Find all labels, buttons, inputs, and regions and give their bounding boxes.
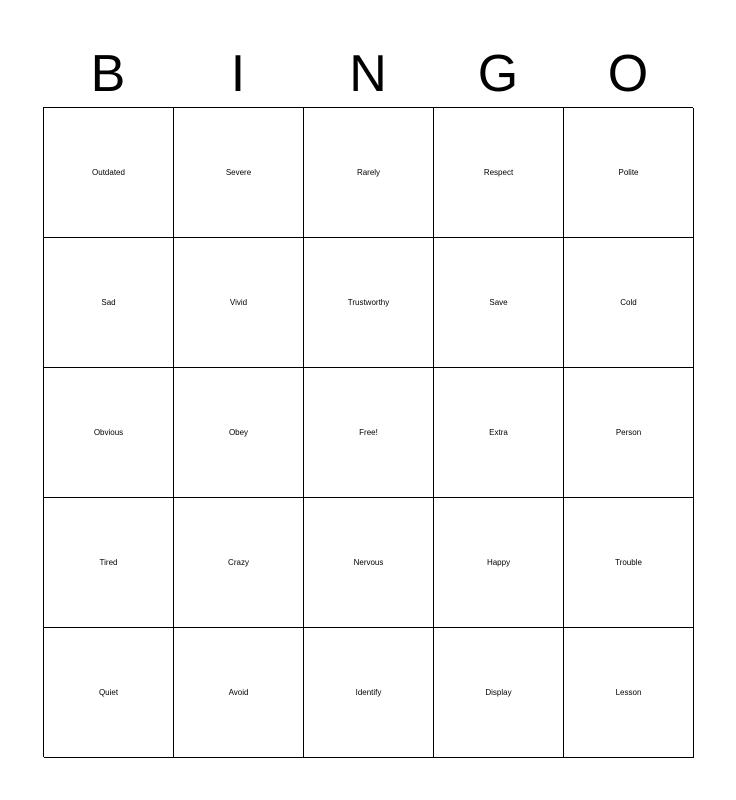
bingo-cell[interactable]: Tired	[44, 498, 174, 628]
bingo-cell[interactable]: Person	[564, 368, 694, 498]
bingo-cell[interactable]: Avoid	[174, 628, 304, 758]
bingo-cell[interactable]: Nervous	[304, 498, 434, 628]
bingo-cell[interactable]: Cold	[564, 238, 694, 368]
bingo-cell[interactable]: Save	[434, 238, 564, 368]
bingo-cell[interactable]: Sad	[44, 238, 174, 368]
bingo-cell[interactable]: Happy	[434, 498, 564, 628]
bingo-cell[interactable]: Quiet	[44, 628, 174, 758]
bingo-cell[interactable]: Respect	[434, 108, 564, 238]
bingo-cell[interactable]: Trustworthy	[304, 238, 434, 368]
header-letter-b: B	[90, 45, 126, 103]
bingo-cell[interactable]: Lesson	[564, 628, 694, 758]
bingo-header	[43, 40, 693, 108]
bingo-cell[interactable]: Crazy	[174, 498, 304, 628]
header-letter-g: G	[477, 45, 519, 103]
free-space-cell[interactable]: Free!	[304, 368, 434, 498]
bingo-cell[interactable]: Outdated	[44, 108, 174, 238]
header-letter-i: I	[230, 45, 246, 103]
bingo-cell[interactable]: Identify	[304, 628, 434, 758]
bingo-cell[interactable]: Severe	[174, 108, 304, 238]
bingo-card-grid	[43, 107, 693, 757]
bingo-cell[interactable]: Obvious	[44, 368, 174, 498]
bingo-cell[interactable]: Extra	[434, 368, 564, 498]
bingo-cell[interactable]: Display	[434, 628, 564, 758]
header-letter-o: O	[607, 45, 649, 103]
header-letter-n: N	[349, 45, 387, 103]
bingo-cell[interactable]: Vivid	[174, 238, 304, 368]
bingo-cell[interactable]: Trouble	[564, 498, 694, 628]
bingo-cell[interactable]: Rarely	[304, 108, 434, 238]
bingo-cell[interactable]: Polite	[564, 108, 694, 238]
bingo-cell[interactable]: Obey	[174, 368, 304, 498]
